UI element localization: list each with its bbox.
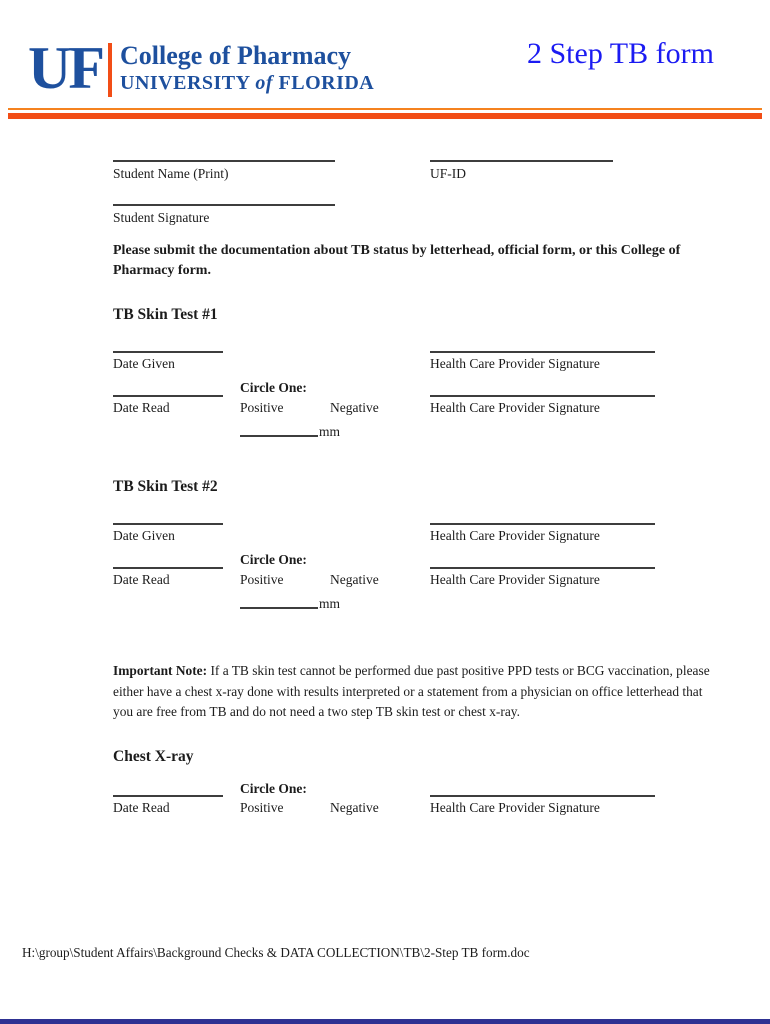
ufid-line[interactable]	[430, 160, 613, 162]
form-title: 2 Step TB form	[527, 37, 714, 70]
header-rule-thin	[8, 108, 762, 110]
student-name-line[interactable]	[113, 160, 335, 162]
test1-date-given-label: Date Given	[113, 356, 175, 371]
test2-negative-option[interactable]: Negative	[330, 572, 379, 587]
submission-instructions: Please submit the documentation about TB status by letterhead, official form, or this College of Pharmacy form.	[113, 243, 681, 278]
uf-logo-mark: UF	[28, 35, 102, 101]
test1-circle-one-label: Circle One:	[240, 380, 307, 395]
test1-mm-row	[240, 424, 340, 439]
document-file-path: H:\group\Student Affairs\Background Checks & DATA COLLECTION\TB\2-Step TB form.doc	[22, 945, 530, 960]
test2-mm-row	[240, 596, 340, 611]
header-rule-thick	[8, 113, 762, 119]
test2-date-read-label: Date Read	[113, 572, 170, 587]
test2-mm-line[interactable]	[240, 607, 318, 609]
test2-mm-label: mm	[319, 596, 341, 611]
xray-circle-one-label: Circle One:	[240, 781, 307, 796]
test2-provider-signature-line-2[interactable]	[430, 567, 655, 569]
logo-divider-bar	[108, 43, 112, 97]
test2-positive-option[interactable]: Positive	[240, 572, 284, 587]
test2-provider-signature-line-1[interactable]	[430, 523, 655, 525]
test2-provider-signature-label-2: Health Care Provider Signature	[430, 572, 600, 587]
xray-provider-signature-line[interactable]	[430, 795, 655, 797]
test2-provider-signature-label-1: Health Care Provider Signature	[430, 528, 600, 543]
xray-negative-option[interactable]: Negative	[330, 800, 379, 815]
important-note-label: Important Note:	[113, 663, 208, 678]
important-note	[113, 661, 713, 723]
xray-date-read-label: Date Read	[113, 800, 170, 815]
test1-date-read-label: Date Read	[113, 400, 170, 415]
of-word: of	[255, 72, 274, 94]
ufid-label: UF-ID	[430, 166, 466, 181]
xray-provider-signature-label: Health Care Provider Signature	[430, 800, 600, 815]
student-signature-line[interactable]	[113, 204, 335, 206]
test1-mm-line[interactable]	[240, 435, 318, 437]
tb-skin-test-2-heading: TB Skin Test #2	[113, 478, 218, 495]
test1-provider-signature-line-2[interactable]	[430, 395, 655, 397]
chest-xray-heading: Chest X-ray	[113, 748, 194, 765]
test1-mm-label: mm	[319, 424, 341, 439]
florida-word: FLORIDA	[278, 72, 375, 94]
xray-date-read-line[interactable]	[113, 795, 223, 797]
student-signature-label: Student Signature	[113, 210, 210, 225]
page-bottom-bar	[0, 1019, 770, 1024]
tb-skin-test-1-heading: TB Skin Test #1	[113, 306, 218, 323]
test2-date-given-line[interactable]	[113, 523, 223, 525]
student-name-label: Student Name (Print)	[113, 166, 229, 181]
test2-date-given-label: Date Given	[113, 528, 175, 543]
xray-positive-option[interactable]: Positive	[240, 800, 284, 815]
test2-circle-one-label: Circle One:	[240, 552, 307, 567]
test2-date-read-line[interactable]	[113, 567, 223, 569]
university-word: UNIVERSITY	[120, 72, 250, 94]
test1-provider-signature-line-1[interactable]	[430, 351, 655, 353]
test1-provider-signature-label-1: Health Care Provider Signature	[430, 356, 600, 371]
important-note-text: If a TB skin test cannot be performed due past positive PPD tests or BCG vaccination, please either have a chest x-ray done with results interpreted or a statement from a physician on office letterhead that you are free from TB and do not need a two step TB skin test or chest x-ray.	[113, 663, 710, 719]
university-of-florida-wordmark	[120, 70, 374, 96]
test1-negative-option[interactable]: Negative	[330, 400, 379, 415]
test1-positive-option[interactable]: Positive	[240, 400, 284, 415]
test1-date-given-line[interactable]	[113, 351, 223, 353]
test1-date-read-line[interactable]	[113, 395, 223, 397]
logo-wordmark	[120, 41, 374, 96]
college-of-pharmacy-wordmark: College of Pharmacy	[120, 41, 352, 70]
test1-provider-signature-label-2: Health Care Provider Signature	[430, 400, 600, 415]
